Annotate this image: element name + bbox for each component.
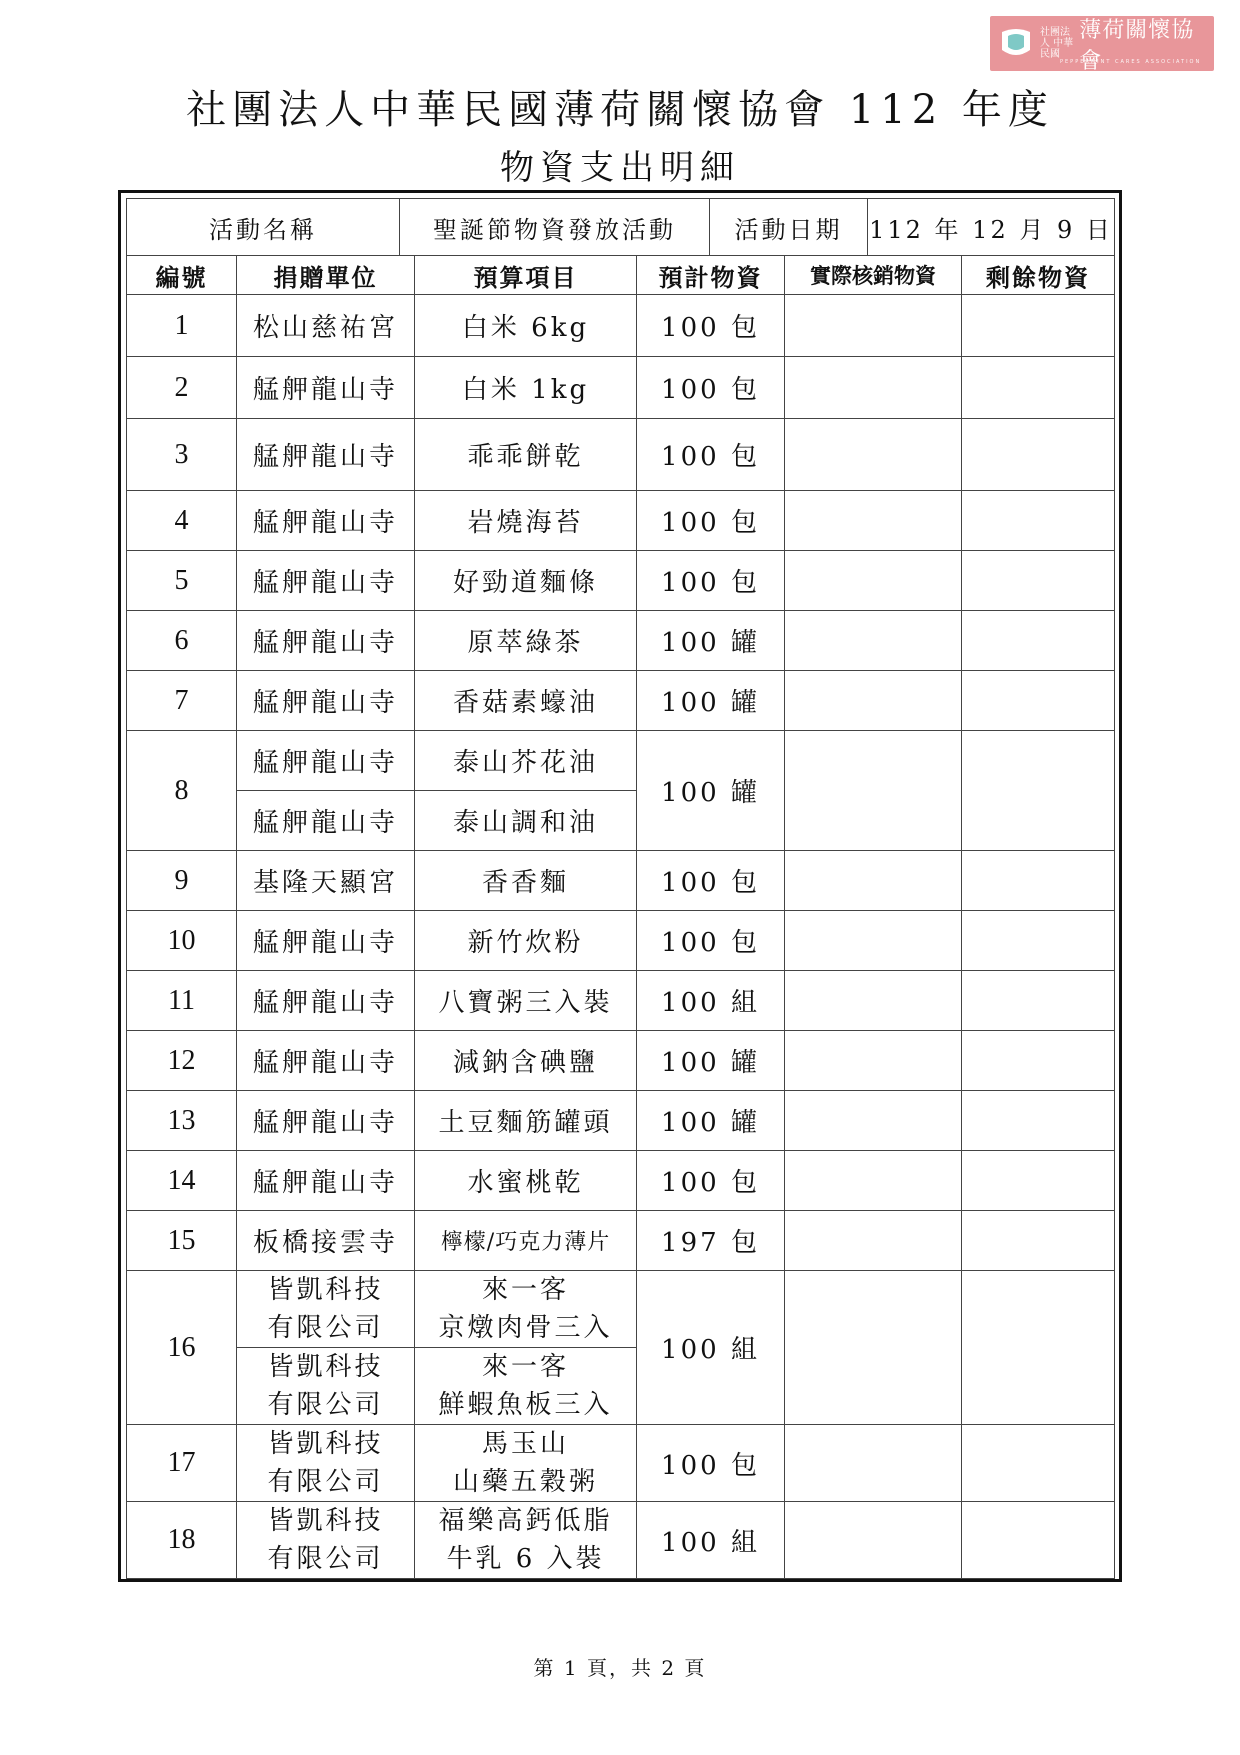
quantity-cell: 100 罐	[637, 671, 785, 731]
table-row	[127, 911, 1115, 971]
row-number: 4	[127, 491, 237, 551]
item-cell: 岩燒海苔	[415, 491, 637, 551]
donor-cell	[237, 1348, 415, 1425]
item-cell: 泰山調和油	[415, 791, 637, 851]
actual-cell	[785, 671, 962, 731]
remaining-cell	[962, 295, 1115, 357]
donor-cell	[237, 1502, 415, 1579]
donor-cell: 艋舺龍山寺	[237, 357, 415, 419]
donor-cell: 艋舺龍山寺	[237, 971, 415, 1031]
logo-org-name: 薄荷關懷協會	[1079, 17, 1195, 74]
donor-line: 皆凱科技	[267, 1506, 384, 1536]
table-row	[127, 295, 1115, 357]
item-line: 鮮蝦魚板三入	[438, 1390, 613, 1420]
quantity-cell: 100 罐	[637, 1091, 785, 1151]
quantity-cell: 100 包	[637, 491, 785, 551]
table-row	[127, 1211, 1115, 1271]
logo-org-small: 社團法人 中華民國	[1040, 27, 1074, 60]
item-cell: 新竹炊粉	[415, 911, 637, 971]
remaining-cell	[962, 731, 1115, 851]
table-row	[127, 1151, 1115, 1211]
item-cell: 泰山芥花油	[415, 731, 637, 791]
row-number: 9	[127, 851, 237, 911]
item-line: 來一客	[481, 1352, 569, 1382]
item-line: 福樂高鈣低脂	[438, 1506, 613, 1536]
column-header: 捐贈單位	[237, 256, 415, 295]
column-header: 剩餘物資	[962, 256, 1115, 295]
item-cell: 好勁道麵條	[415, 551, 637, 611]
column-header: 預算項目	[415, 256, 637, 295]
donor-cell: 艋舺龍山寺	[237, 491, 415, 551]
donor-cell: 艋舺龍山寺	[237, 911, 415, 971]
row-number: 12	[127, 1031, 237, 1091]
remaining-cell	[962, 1031, 1115, 1091]
row-number: 8	[127, 731, 237, 851]
table-row	[127, 731, 1115, 791]
quantity-cell: 100 罐	[637, 1031, 785, 1091]
table-row	[127, 851, 1115, 911]
actual-cell	[785, 1151, 962, 1211]
row-number: 18	[127, 1502, 237, 1579]
item-cell: 原萃綠茶	[415, 611, 637, 671]
donor-line: 有限公司	[267, 1544, 384, 1574]
donor-line: 皆凱科技	[267, 1429, 384, 1459]
donor-line: 皆凱科技	[267, 1275, 384, 1305]
actual-cell	[785, 491, 962, 551]
row-number: 2	[127, 357, 237, 419]
donor-cell	[237, 1271, 415, 1348]
table-row	[127, 357, 1115, 419]
remaining-cell	[962, 611, 1115, 671]
quantity-cell: 100 組	[637, 971, 785, 1031]
actual-cell	[785, 1031, 962, 1091]
item-cell	[415, 1271, 637, 1348]
quantity-cell: 100 包	[637, 419, 785, 491]
donor-cell: 艋舺龍山寺	[237, 1031, 415, 1091]
remaining-cell	[962, 851, 1115, 911]
row-number: 17	[127, 1425, 237, 1502]
remaining-cell	[962, 1502, 1115, 1579]
activity-name: 聖誕節物資發放活動	[400, 199, 710, 256]
table-row	[127, 671, 1115, 731]
activity-info-table	[126, 198, 1115, 256]
table-row	[127, 1031, 1115, 1091]
actual-cell	[785, 911, 962, 971]
remaining-cell	[962, 1271, 1115, 1425]
remaining-cell	[962, 1151, 1115, 1211]
donor-line: 有限公司	[267, 1313, 384, 1343]
item-cell	[415, 1502, 637, 1579]
row-number: 7	[127, 671, 237, 731]
row-number: 11	[127, 971, 237, 1031]
item-line: 牛乳 6 入裝	[446, 1544, 605, 1574]
quantity-cell: 100 包	[637, 295, 785, 357]
document-subtitle: 物資支出明細	[500, 148, 740, 188]
activity-date: 112 年 12 月 9 日	[868, 199, 1115, 256]
item-cell: 減鈉含碘鹽	[415, 1031, 637, 1091]
item-cell: 水蜜桃乾	[415, 1151, 637, 1211]
donor-cell: 艋舺龍山寺	[237, 791, 415, 851]
row-number: 10	[127, 911, 237, 971]
actual-cell	[785, 419, 962, 491]
item-cell: 八寶粥三入裝	[415, 971, 637, 1031]
actual-cell	[785, 1091, 962, 1151]
donor-cell: 板橋接雲寺	[237, 1211, 415, 1271]
document-title: 社團法人中華民國薄荷關懷協會 112 年度	[186, 87, 1054, 133]
activity-date-label: 活動日期	[710, 199, 868, 256]
item-cell: 香香麵	[415, 851, 637, 911]
remaining-cell	[962, 1091, 1115, 1151]
item-cell	[415, 1348, 637, 1425]
expense-table	[126, 255, 1115, 1579]
item-cell: 乖乖餅乾	[415, 419, 637, 491]
quantity-cell: 100 包	[637, 1151, 785, 1211]
item-cell: 土豆麵筋罐頭	[415, 1091, 637, 1151]
quantity-cell: 100 包	[637, 911, 785, 971]
quantity-cell: 100 組	[637, 1502, 785, 1579]
quantity-cell: 100 罐	[637, 611, 785, 671]
table-row	[127, 971, 1115, 1031]
actual-cell	[785, 295, 962, 357]
quantity-cell: 100 包	[637, 551, 785, 611]
item-cell: 白米 1kg	[415, 357, 637, 419]
remaining-cell	[962, 1425, 1115, 1502]
donor-cell: 艋舺龍山寺	[237, 551, 415, 611]
remaining-cell	[962, 419, 1115, 491]
table-row	[127, 1271, 1115, 1348]
item-cell	[415, 1425, 637, 1502]
remaining-cell	[962, 1211, 1115, 1271]
activity-name-label: 活動名稱	[127, 199, 400, 256]
quantity-cell: 100 包	[637, 851, 785, 911]
quantity-cell: 100 罐	[637, 731, 785, 851]
table-row	[127, 551, 1115, 611]
table-row	[127, 1425, 1115, 1502]
quantity-cell: 100 包	[637, 1425, 785, 1502]
donor-line: 皆凱科技	[267, 1352, 384, 1382]
table-row	[127, 611, 1115, 671]
page-number: 第 1 頁，共 2 頁	[533, 1656, 707, 1680]
row-number: 3	[127, 419, 237, 491]
item-line: 馬玉山	[481, 1429, 569, 1459]
table-row	[127, 419, 1115, 491]
donor-cell: 艋舺龍山寺	[237, 671, 415, 731]
actual-cell	[785, 731, 962, 851]
actual-cell	[785, 357, 962, 419]
remaining-cell	[962, 971, 1115, 1031]
logo-emblem-icon	[996, 26, 1036, 62]
item-cell: 檸檬/巧克力薄片	[415, 1211, 637, 1271]
actual-cell	[785, 1502, 962, 1579]
row-number: 5	[127, 551, 237, 611]
logo-org-english: PEPPERMINT CARES ASSOCIATION	[1060, 59, 1202, 65]
donor-cell: 艋舺龍山寺	[237, 731, 415, 791]
association-logo	[990, 16, 1214, 74]
donor-line: 有限公司	[267, 1390, 384, 1420]
actual-cell	[785, 851, 962, 911]
donor-cell	[237, 1425, 415, 1502]
donor-line: 有限公司	[267, 1467, 384, 1497]
remaining-cell	[962, 671, 1115, 731]
actual-cell	[785, 1271, 962, 1425]
donor-cell: 艋舺龍山寺	[237, 1091, 415, 1151]
item-cell: 香菇素蠔油	[415, 671, 637, 731]
column-header: 預計物資	[637, 256, 785, 295]
actual-cell	[785, 1425, 962, 1502]
remaining-cell	[962, 357, 1115, 419]
donor-cell: 艋舺龍山寺	[237, 611, 415, 671]
actual-cell	[785, 971, 962, 1031]
actual-cell	[785, 611, 962, 671]
donor-cell: 基隆天顯宮	[237, 851, 415, 911]
table-row	[127, 491, 1115, 551]
row-number: 15	[127, 1211, 237, 1271]
row-number: 14	[127, 1151, 237, 1211]
row-number: 16	[127, 1271, 237, 1425]
row-number: 1	[127, 295, 237, 357]
table-row	[127, 1502, 1115, 1579]
column-header: 實際核銷物資	[785, 256, 962, 295]
row-number: 13	[127, 1091, 237, 1151]
donor-cell: 松山慈祐宮	[237, 295, 415, 357]
donor-cell: 艋舺龍山寺	[237, 1151, 415, 1211]
item-line: 來一客	[481, 1275, 569, 1305]
quantity-cell: 100 包	[637, 357, 785, 419]
row-number: 6	[127, 611, 237, 671]
table-header-row	[127, 256, 1115, 295]
remaining-cell	[962, 911, 1115, 971]
column-header: 編號	[127, 256, 237, 295]
actual-cell	[785, 551, 962, 611]
donor-cell: 艋舺龍山寺	[237, 419, 415, 491]
actual-cell	[785, 1211, 962, 1271]
quantity-cell: 100 組	[637, 1271, 785, 1425]
quantity-cell: 197 包	[637, 1211, 785, 1271]
table-row	[127, 1091, 1115, 1151]
item-cell: 白米 6kg	[415, 295, 637, 357]
remaining-cell	[962, 551, 1115, 611]
item-line: 京燉肉骨三入	[438, 1313, 613, 1343]
remaining-cell	[962, 491, 1115, 551]
item-line: 山藥五穀粥	[452, 1467, 598, 1497]
